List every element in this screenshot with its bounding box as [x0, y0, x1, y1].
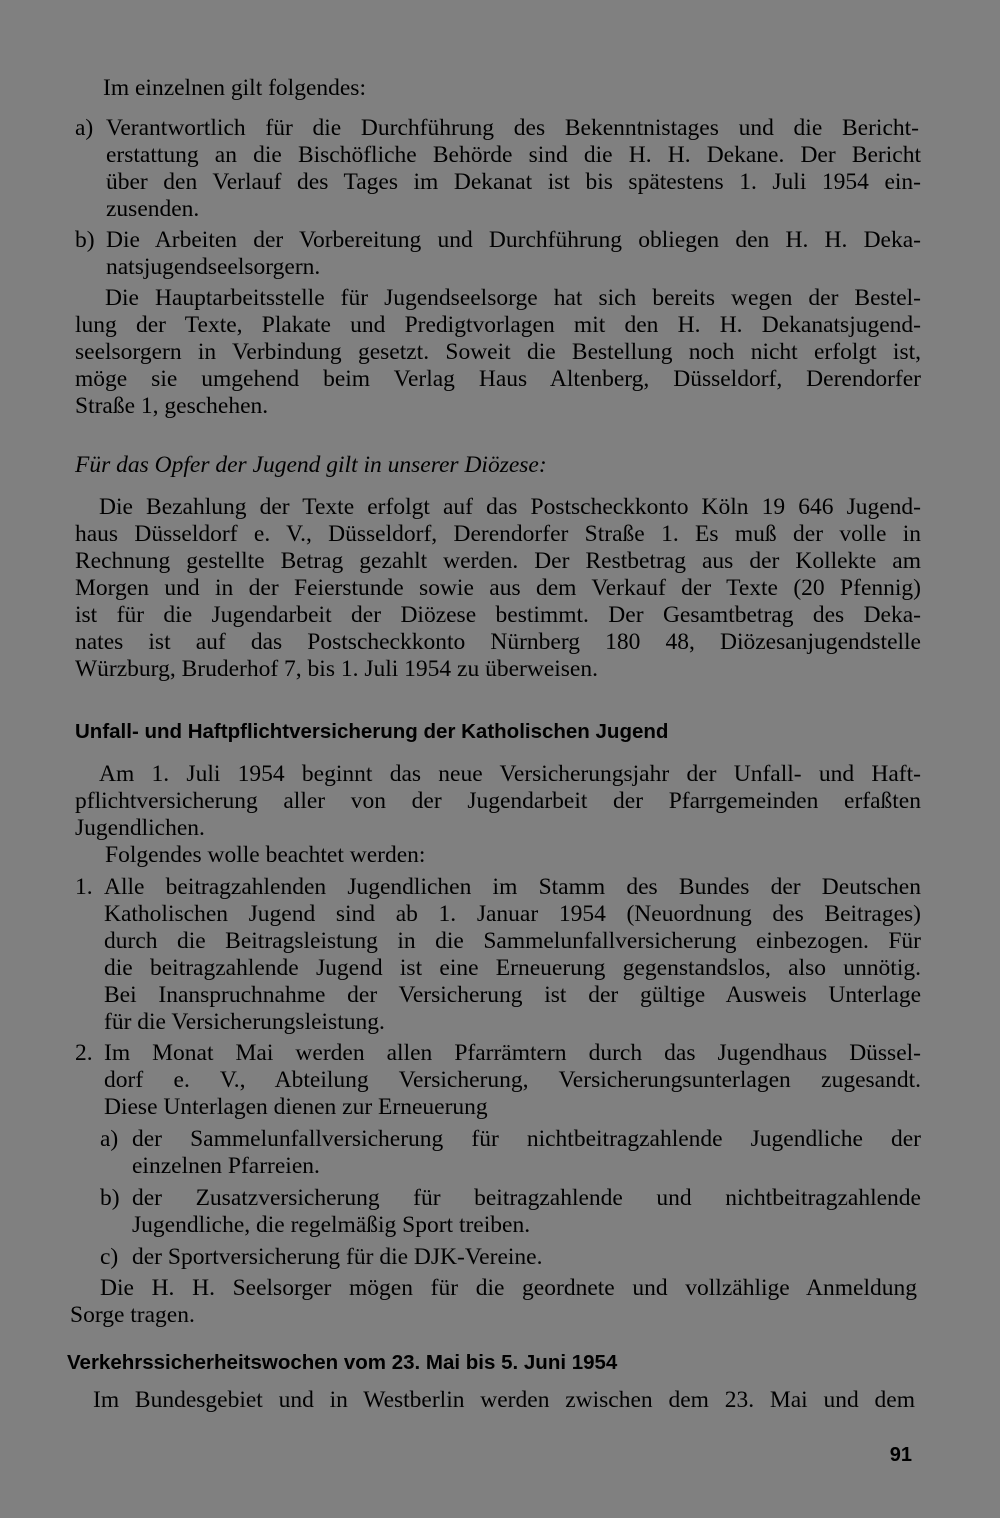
paragraph-line: lung der Texte, Plakate und Predigtvorlagen mit den H. H. Dekanatsjugend-: [75, 312, 921, 338]
list-label: b): [100, 1185, 120, 1211]
paragraph-line: Sorge tragen.: [70, 1302, 195, 1328]
paragraph-line: Die Bezahlung der Texte erfolgt auf das Postscheckkonto Köln 19 646 Jugend-: [99, 494, 921, 520]
list-item-line: natsjugendseelsorgern.: [106, 254, 321, 280]
list-item-line: durch die Beitragsleistung in die Sammelunfallversicherung einbezogen. Für: [104, 928, 921, 954]
paragraph-line: Am 1. Juli 1954 beginnt das neue Versicherungsjahr der Unfall- und Haft-: [99, 761, 921, 787]
list-item-line: Jugendliche, die regelmäßig Sport treiben.: [132, 1212, 531, 1238]
list-item-line: über den Verlauf des Tages im Dekanat ist bis spätestens 1. Juli 1954 ein-: [106, 169, 921, 195]
section-heading-verkehr: Verkehrssicherheitswochen vom 23. Mai bis 5. Juni 1954: [67, 1351, 618, 1374]
list-item-line: der Sammelunfallversicherung für nichtbeitragzahlende Jugendliche der: [132, 1126, 921, 1152]
list-item-line: einzelnen Pfarreien.: [132, 1153, 320, 1179]
paragraph-line: Rechnung gestellte Betrag gezahlt werden. Der Restbetrag aus der Kollekte am: [75, 548, 921, 574]
list-item-line: Alle beitragzahlenden Jugendlichen im Stamm des Bundes der Deutschen: [104, 874, 921, 900]
paragraph-line: Jugendlichen.: [75, 815, 205, 841]
paragraph-line: möge sie umgehend beim Verlag Haus Altenberg, Düsseldorf, Derendorfer: [75, 366, 921, 392]
list-label: 2.: [75, 1040, 93, 1066]
section-heading-unfall: Unfall- und Haftpflichtversicherung der Katholischen Jugend: [75, 720, 669, 743]
list-item-line: Die Arbeiten der Vorbereitung und Durchführung obliegen den H. H. Deka-: [106, 227, 921, 253]
list-item-line: Diese Unterlagen dienen zur Erneuerung: [104, 1094, 488, 1120]
list-item-line: für die Versicherungsleistung.: [104, 1009, 385, 1035]
paragraph-line: Die Hauptarbeitsstelle für Jugendseelsorge hat sich bereits wegen der Bestel-: [105, 285, 921, 311]
intro-line: Im einzelnen gilt folgendes:: [103, 75, 366, 101]
paragraph-line: Straße 1, geschehen.: [75, 393, 269, 419]
list-item-line: Im Monat Mai werden allen Pfarrämtern durch das Jugendhaus Düssel-: [104, 1040, 921, 1066]
list-item-line: der Zusatzversicherung für beitragzahlende und nichtbeitragzahlende: [132, 1185, 921, 1211]
italic-heading: Für das Opfer der Jugend gilt in unserer Diözese:: [75, 452, 547, 478]
list-item-line: Katholischen Jugend sind ab 1. Januar 1954 (Neuordnung des Beitrages): [104, 901, 921, 927]
paragraph-line: Morgen und in der Feierstunde sowie aus dem Verkauf der Texte (20 Pfennig): [75, 575, 921, 601]
paragraph-line: haus Düsseldorf e. V., Düsseldorf, Derendorfer Straße 1. Es muß der volle in: [75, 521, 921, 547]
list-item-line: die beitragzahlende Jugend ist eine Erneuerung gegenstandslos, also unnötig.: [104, 955, 921, 981]
page-number: 91: [889, 1444, 912, 1466]
list-label: c): [100, 1244, 119, 1270]
list-item-line: dorf e. V., Abteilung Versicherung, Versicherungsunterlagen zugesandt.: [104, 1067, 921, 1093]
paragraph-line: Folgendes wolle beachtet werden:: [105, 842, 426, 868]
paragraph-line: nates ist auf das Postscheckkonto Nürnberg 180 48, Diözesanjugendstelle: [75, 629, 921, 655]
list-item-line: Bei Inanspruchnahme der Versicherung ist der gültige Ausweis Unterlage: [104, 982, 921, 1008]
list-label: 1.: [75, 874, 93, 900]
paragraph-line: Würzburg, Bruderhof 7, bis 1. Juli 1954 zu überweisen.: [75, 656, 598, 682]
paragraph-line: Die H. H. Seelsorger mögen für die geordnete und vollzählige Anmeldung: [100, 1275, 917, 1301]
list-item-line: Verantwortlich für die Durchführung des Bekenntnistages und die Bericht-: [106, 115, 919, 141]
paragraph-line: seelsorgern in Verbindung gesetzt. Soweit die Bestellung noch nicht erfolgt ist,: [75, 339, 921, 365]
list-item-line: zusenden.: [106, 196, 200, 222]
list-label: b): [75, 227, 95, 253]
list-item-line: der Sportversicherung für die DJK-Vereine.: [132, 1244, 543, 1270]
paragraph-line: pflichtversicherung aller von der Jugendarbeit der Pfarrgemeinden erfaßten: [75, 788, 921, 814]
list-item-line: erstattung an die Bischöfliche Behörde sind die H. H. Dekane. Der Bericht: [106, 142, 921, 168]
list-label: a): [75, 115, 94, 141]
paragraph-line: Im Bundesgebiet und in Westberlin werden zwischen dem 23. Mai und dem: [93, 1387, 915, 1413]
list-label: a): [100, 1126, 119, 1152]
paragraph-line: ist für die Jugendarbeit der Diözese bestimmt. Der Gesamtbetrag des Deka-: [75, 602, 921, 628]
